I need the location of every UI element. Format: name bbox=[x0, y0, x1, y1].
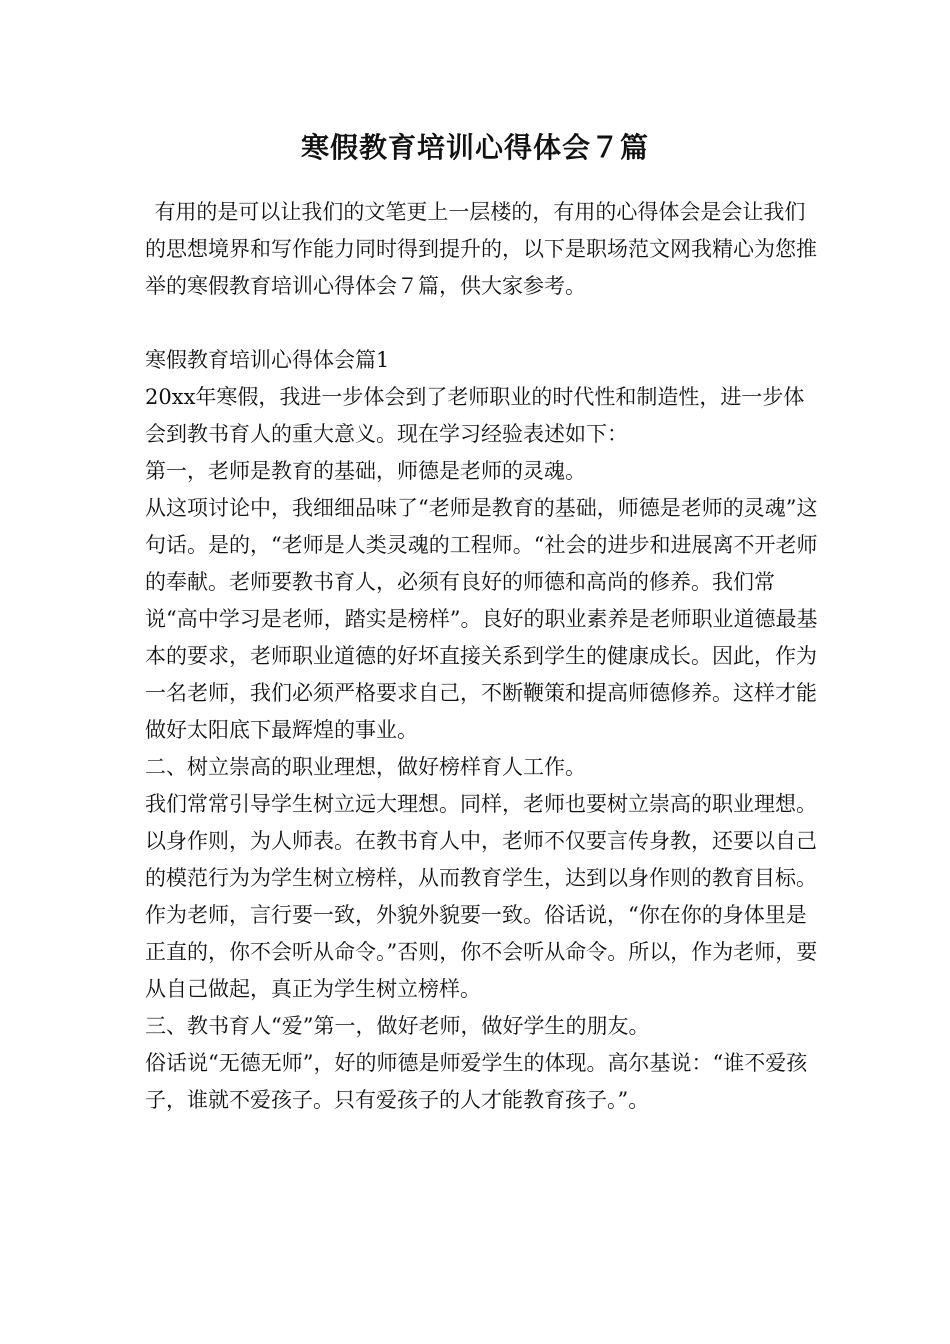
document-body bbox=[145, 194, 820, 1119]
document-title: 寒假教育培训心得体会７篇 bbox=[300, 131, 649, 164]
body-paragraph: 20xx年寒假，我进一步体会到了老师职业的时代性和制造性，进一步体会到教书育人的重大意义。现在学习经验表述如下： bbox=[145, 385, 805, 446]
body-paragraph: 俗话说“无德无师”，好的师德是师爱学生的体现。高尔基说：“谁不爱孩子，谁就不爱孩子。只有爱孩子的人才能教育孩子。”。 bbox=[145, 1051, 808, 1112]
intro-paragraph: 有用的是可以让我们的文笔更上一层楼的，有用的心得体会是会让我们的思想境界和写作能力同时得到提升的，以下是职场范文网我精心为您推举的寒假教育培训心得体会７篇，供大家参考。 bbox=[145, 200, 817, 298]
point-heading-2: 二、树立崇高的职业理想，做好榜样育人工作。 bbox=[145, 755, 586, 779]
section-heading-1: 寒假教育培训心得体会篇1 bbox=[145, 348, 390, 372]
body-paragraph: 我们常常引导学生树立远大理想。同样，老师也要树立崇高的职业理想。以身作则，为人师表。在教书育人中，老师不仅要言传身教，还要以自己的模范行为为学生树立榜样，从而教育学生，达到以身作则的教育目标。作为老师，言行要一致，外貌外貌要一致。俗话说，“你在你的身体里是正直的，你不会听从命令。”否则，你不会听从命令。所以，作为老师，要从自己做起，真正为学生树立榜样。 bbox=[145, 792, 818, 1001]
point-heading-3: 三、教书育人“爱”第一，做好老师，做好学生的朋友。 bbox=[145, 1014, 650, 1038]
point-heading-1: 第一，老师是教育的基础，师德是老师的灵魂。 bbox=[145, 459, 586, 483]
body-paragraph: 从这项讨论中，我细细品味了“老师是教育的基础，师德是老师的灵魂”这句话。是的，“老师是人类灵魂的工程师。“社会的进步和进展离不开老师的奉献。老师要教书育人，必须有良好的师德和高尚的修养。我们常说“高中学习是老师，踏实是榜样”。良好的职业素养是老师职业道德最基本的要求，老师职业道德的好坏直接关系到学生的健康成长。因此，作为一名老师，我们必须严格要求自己，不断鞭策和提高师德修养。这样才能做好太阳底下最辉煌的事业。 bbox=[145, 496, 818, 742]
paragraph-spacer bbox=[145, 305, 820, 342]
